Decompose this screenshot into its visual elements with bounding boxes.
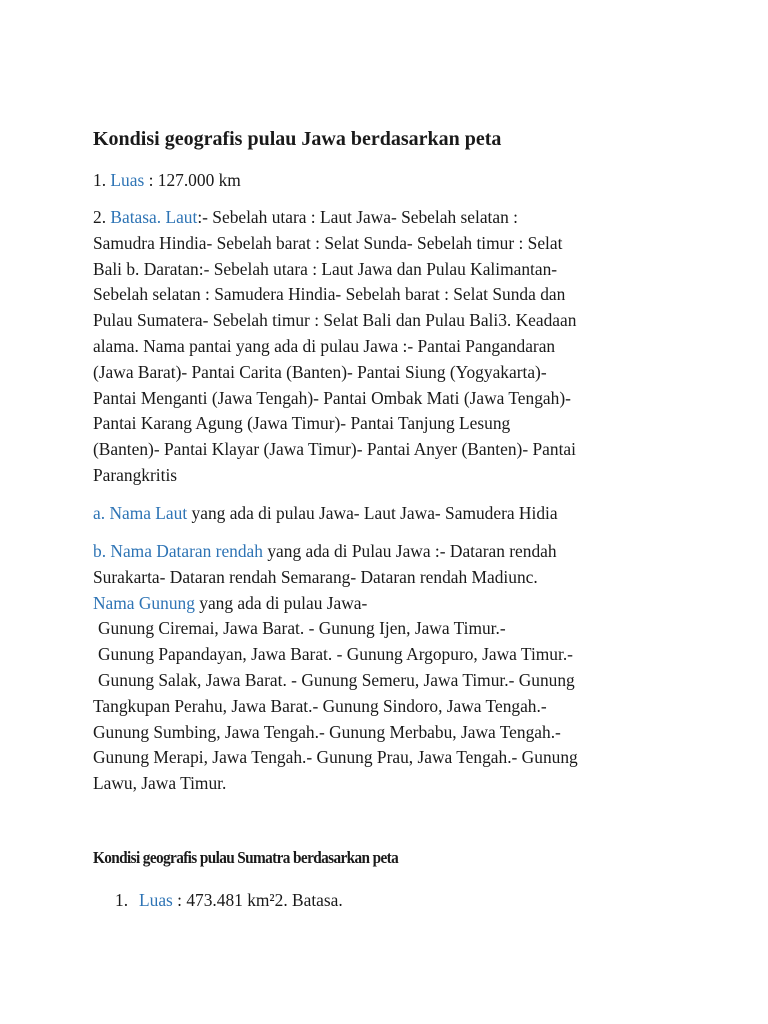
sumatra-luas-text: : 473.481 km²2. Batasa. <box>172 890 343 910</box>
luas-value: : 127.000 km <box>144 170 241 190</box>
batas-line: Pantai Karang Agung (Jawa Timur)- Pantai Tanjung Lesung <box>93 413 511 434</box>
batas-line: Parangkritis <box>93 464 178 485</box>
gunung-line: Tangkupan Perahu, Jawa Barat.- Gunung Sindoro, Jawa Tengah.- <box>93 695 547 716</box>
gunung-line: Gunung Sumbing, Jawa Tengah.- Gunung Merbabu, Jawa Tengah.- <box>93 721 561 742</box>
dataran-text: yang ada di Pulau Jawa :- Dataran rendah <box>262 541 557 561</box>
gunung-line: Gunung Papandayan, Jawa Barat. - Gunung Argopuro, Jawa Timur.- <box>98 644 573 665</box>
batas-line: (Banten)- Pantai Klayar (Jawa Timur)- Pantai Anyer (Banten)- Pantai <box>93 439 576 460</box>
laut-text: yang ada di pulau Jawa- Laut Jawa- Samudera Hidia <box>187 503 558 523</box>
gunung-line: Gunung Ciremai, Jawa Barat. - Gunung Ijen, Jawa Timur.- <box>98 618 506 639</box>
java-laut-paragraph <box>93 501 683 527</box>
luas-number: 1. <box>93 170 107 190</box>
batas-text: :- Sebelah utara : Laut Jawa- Sebelah selatan : <box>197 207 518 227</box>
batas-line: Pulau Sumatera- Sebelah timur : Selat Bali dan Pulau Bali3. Keadaan <box>93 310 577 331</box>
batas-line <box>93 205 683 231</box>
batas-line: alama. Nama pantai yang ada di pulau Jawa :- Pantai Pangandaran <box>93 335 556 356</box>
java-luas-paragraph <box>93 168 683 194</box>
batas-line: Samudra Hindia- Sebelah barat : Selat Sunda- Sebelah timur : Selat <box>93 232 563 253</box>
dataran-link[interactable]: Nama Dataran rendah <box>110 541 263 561</box>
gunung-line: Lawu, Jawa Timur. <box>93 773 227 794</box>
batas-number: 2. <box>93 207 107 227</box>
batas-line: (Jawa Barat)- Pantai Carita (Banten)- Pantai Siung (Yogyakarta)- <box>93 361 547 382</box>
dataran-line <box>93 539 683 565</box>
luas-link[interactable]: Luas <box>110 170 145 190</box>
gunung-text: yang ada di pulau Jawa- <box>194 592 368 613</box>
laut-prefix: a. <box>93 503 106 523</box>
gunung-link[interactable]: Nama Gunung <box>93 592 195 613</box>
sumatra-luas-link[interactable]: Luas <box>139 890 173 910</box>
sumatra-title: Kondisi geografis pulau Sumatra berdasarkan peta <box>93 848 399 867</box>
java-batas-paragraph <box>93 205 683 489</box>
batas-line: Sebelah selatan : Samudera Hindia- Sebelah barat : Selat Sunda dan <box>93 284 566 305</box>
gunung-line: Gunung Salak, Jawa Barat. - Gunung Semeru, Jawa Timur.- Gunung <box>98 669 575 690</box>
batas-line: Bali b. Daratan:- Sebelah utara : Laut Jawa dan Pulau Kalimantan- <box>93 258 558 279</box>
java-title: Kondisi geografis pulau Jawa berdasarkan peta <box>93 128 502 150</box>
gunung-line <box>93 591 683 617</box>
dataran-prefix: b. <box>93 541 107 561</box>
java-dataran-paragraph <box>93 539 683 797</box>
batas-line: Pantai Menganti (Jawa Tengah)- Pantai Ombak Mati (Jawa Tengah)- <box>93 387 571 408</box>
dataran-line: Surakarta- Dataran rendah Semarang- Dataran rendah Madiunc. <box>93 566 538 587</box>
sumatra-number: 1. <box>115 890 129 910</box>
sumatra-luas-item <box>115 888 343 913</box>
laut-link[interactable]: Nama Laut <box>109 503 188 523</box>
batas-link[interactable]: Batasa. Laut <box>110 207 198 227</box>
gunung-line: Gunung Merapi, Jawa Tengah.- Gunung Prau, Jawa Tengah.- Gunung <box>93 747 578 768</box>
